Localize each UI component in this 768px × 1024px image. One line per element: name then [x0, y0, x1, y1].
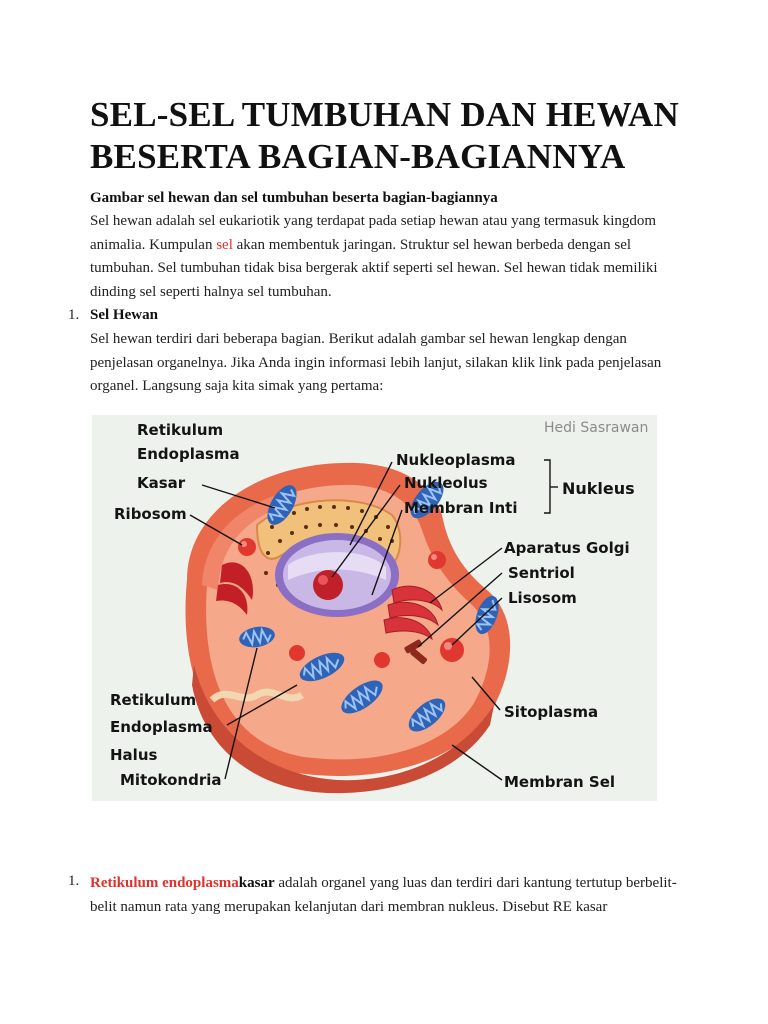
label-aparatus-golgi: Aparatus Golgi [504, 539, 630, 557]
label-re-kasar-3: Kasar [137, 474, 186, 492]
label-sentriol: Sentriol [508, 564, 575, 582]
page-title: SEL-SEL TUMBUHAN DAN HEWAN BESERTA BAGIAN-BAGIANNYA [90, 95, 679, 176]
section-heading: Sel Hewan [90, 307, 158, 323]
nucleolus [313, 570, 343, 600]
retikulum-link[interactable]: Retikulum endoplasma [90, 875, 239, 891]
label-ribosom: Ribosom [114, 505, 187, 523]
nucleolus-highlight [318, 575, 328, 585]
label-nukleoplasma: Nukleoplasma [396, 451, 516, 469]
list2-bold: kasar [238, 875, 275, 891]
label-membran-sel: Membran Sel [504, 773, 616, 791]
label-lisosom: Lisosom [508, 589, 577, 607]
intro-heading: Gambar sel hewan dan sel tumbuhan beserta bagian-bagiannya [90, 190, 498, 206]
figure-credit: Hedi Sasrawan [544, 420, 649, 436]
label-nukleus: Nukleus [562, 479, 635, 498]
intro-text-a: Sel hewan adalah sel eukariotik yang terdapat pada setiap hewan atau yang termasuk kingdom animalia. Kumpulan [90, 213, 657, 253]
label-re-kasar-2: Endoplasma [137, 445, 240, 463]
list2-number: 1. [68, 873, 80, 889]
intro-paragraph [90, 210, 680, 304]
label-mitokondria: Mitokondria [120, 771, 222, 789]
label-re-halus-2: Endoplasma [110, 718, 213, 736]
label-re-halus-1: Retikulum [110, 691, 197, 709]
list2-text: adalah organel yang luas dan terdiri dari kantung tertutup berbelit-belit namun rata yang merupakan kelanjutan dari membran nukleus. Disebut RE kasar [90, 875, 677, 915]
animal-cell-diagram [92, 415, 657, 801]
sel-link[interactable]: sel [216, 236, 233, 253]
label-nukleolus: Nukleolus [404, 474, 488, 492]
intro-text-b: akan membentuk jaringan. Struktur sel hewan berbeda dengan sel tumbuhan. Sel tumbuhan tidak bisa bergerak aktif seperti sel hewan. Sel hewan tidak memiliki dinding sel seperti halnya sel tumbuhan. [90, 236, 658, 300]
label-re-halus-3: Halus [110, 746, 158, 764]
section-paragraph: Sel hewan terdiri dari beberapa bagian. Berikut adalah gambar sel hewan lengkap dengan penjelasan organelnya. Jika Anda ingin informasi lebih lanjut, silakan klik link pada penjelasan organel. Langsung saja kita simak yang pertama: [90, 331, 662, 395]
label-sitoplasma: Sitoplasma [504, 703, 599, 721]
label-re-kasar-1: Retikulum [137, 421, 224, 439]
label-membran-inti: Membran Inti [404, 499, 518, 517]
list2-paragraph [90, 872, 680, 919]
list-number: 1. [68, 307, 80, 323]
